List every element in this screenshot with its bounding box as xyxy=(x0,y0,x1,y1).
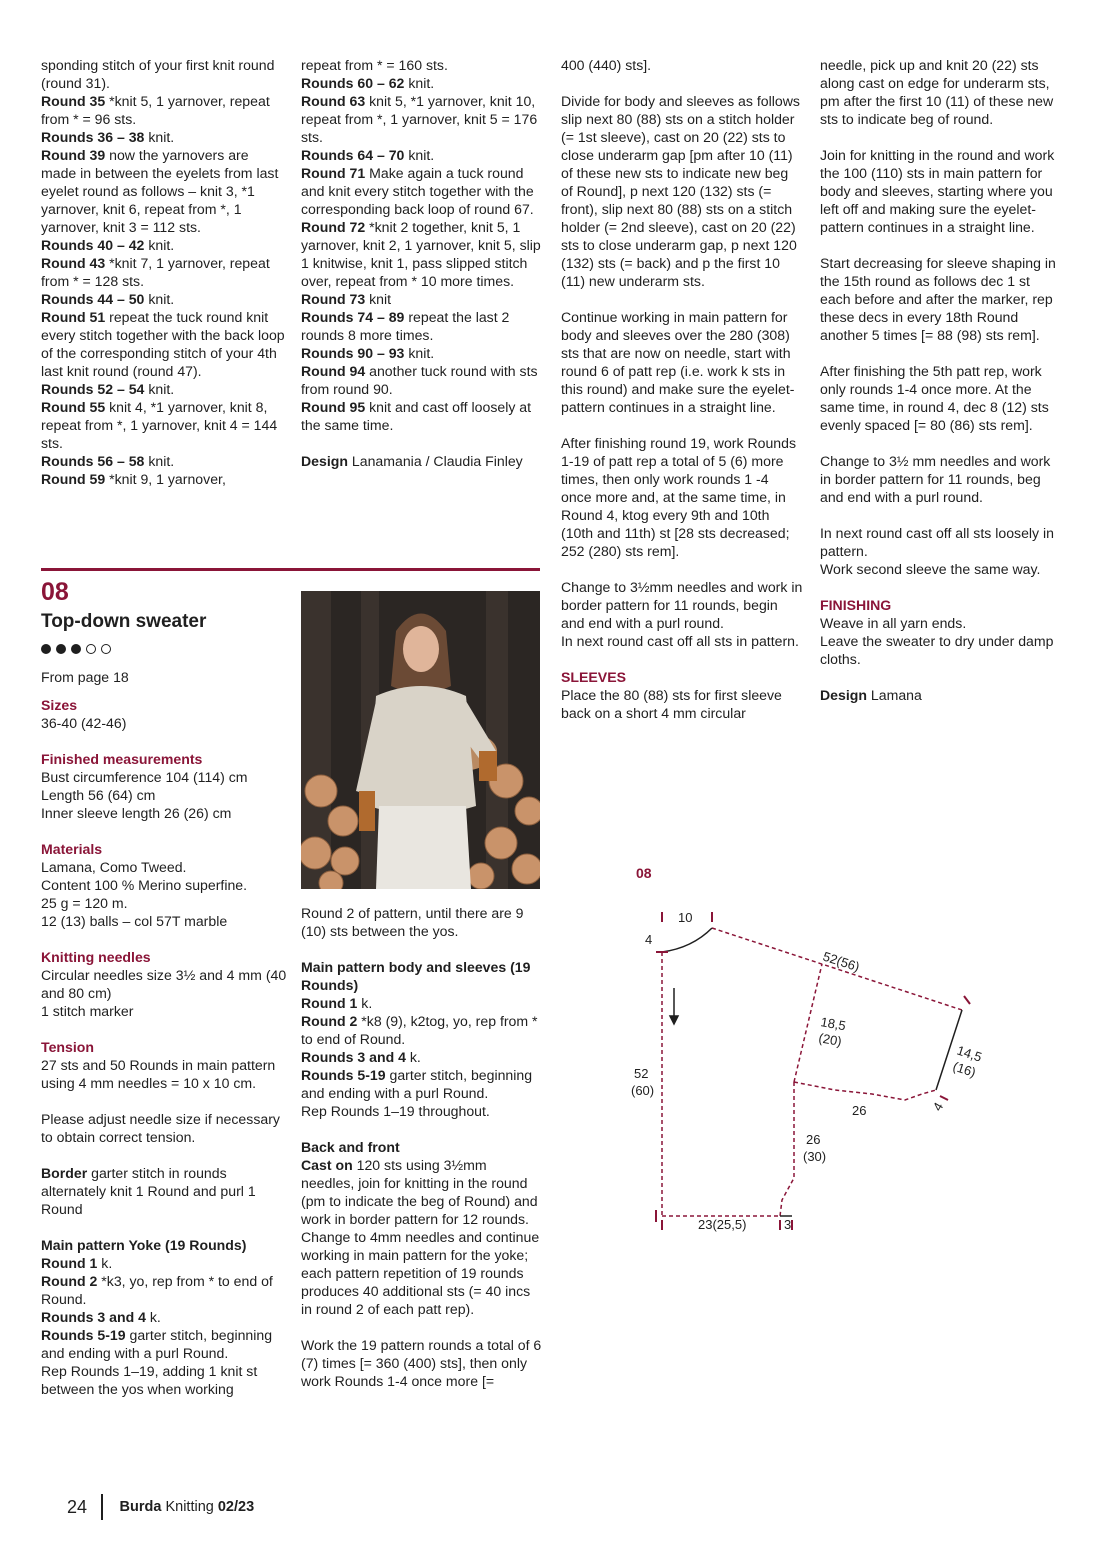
column-4 xyxy=(820,56,1062,704)
paragraph xyxy=(41,308,287,380)
bold-lead: Rounds 64 – 70 xyxy=(301,147,405,163)
paragraph-text: Place the 80 (88) sts for first sleeve back on a short 4 mm circular xyxy=(561,687,782,721)
paragraph-text: Rep Rounds 1–19 throughout. xyxy=(301,1103,490,1119)
bold-lead: Rounds 56 – 58 xyxy=(41,453,145,469)
bold-lead: Rounds 5-19 xyxy=(41,1327,126,1343)
difficulty-dot-empty xyxy=(86,644,96,654)
paragraph xyxy=(301,56,543,74)
paragraph-text: After finishing the 5th patt rep, work only rounds 1-4 once more. At the same time, in round 4, dec 8 (12) sts evenly spaced [= 80 (86) sts rem]. xyxy=(820,363,1049,433)
paragraph-gap xyxy=(820,434,1062,452)
paragraph xyxy=(301,1012,543,1048)
paragraph-text: *k8 (9), k2tog, yo, rep from * to end of Round. xyxy=(301,1013,538,1047)
paragraph xyxy=(301,1156,543,1228)
paragraph-text: Leave the sweater to dry under damp cloths. xyxy=(820,633,1054,667)
paragraph xyxy=(41,1164,287,1218)
paragraph xyxy=(41,804,287,822)
dim-length-alt: (60) xyxy=(631,1083,655,1098)
section-heading: Tension xyxy=(41,1039,94,1055)
paragraph-text: Rep Rounds 1–19, adding 1 knit st between the yos when working xyxy=(41,1363,258,1397)
paragraph xyxy=(301,1228,543,1318)
paragraph-text: knit. xyxy=(144,237,175,253)
from-page: From page 18 xyxy=(41,669,129,685)
paragraph xyxy=(301,164,543,218)
paragraph-text: 12 (13) balls – col 57T marble xyxy=(41,913,228,929)
paragraph-gap xyxy=(820,668,1062,686)
paragraph-text: *knit 7, 1 yarnover, repeat from * = 128 sts. xyxy=(41,255,270,289)
paragraph-text: knit. xyxy=(404,147,435,163)
bold-lead: Design xyxy=(301,453,348,469)
paragraph xyxy=(820,560,1062,578)
paragraph xyxy=(301,1102,543,1120)
paragraph xyxy=(41,1362,287,1398)
paragraph-text: k. xyxy=(97,1255,113,1271)
paragraph-text: Circular needles size 3½ and 4 mm (40 and 80 cm) xyxy=(41,967,287,1001)
paragraph xyxy=(41,236,287,254)
paragraph xyxy=(301,344,543,362)
paragraph xyxy=(41,56,287,92)
pattern-title: Top-down sweater xyxy=(41,611,207,632)
paragraph-text: knit xyxy=(365,291,392,307)
bold-lead: Round 72 xyxy=(301,219,366,235)
paragraph xyxy=(41,966,287,1002)
paragraph xyxy=(820,254,1062,344)
paragraph-text: Join for knitting in the round and work the 100 (110) sts in main pattern for body and sleeves, starting where you left off and making sure the eyelet-pattern continues in a straight line. xyxy=(820,147,1055,235)
bold-lead: Round 2 xyxy=(41,1273,98,1289)
paragraph xyxy=(561,308,803,416)
paragraph-text: 400 (440) sts]. xyxy=(561,57,652,73)
paragraph xyxy=(301,994,543,1012)
bold-lead: Round 63 xyxy=(301,93,366,109)
paragraph-text: knit 5, *1 yarnover, knit 10, repeat from *, 1 yarnover, knit 5 = 176 sts. xyxy=(301,93,538,145)
paragraph-text: Change to 4mm needles and continue working in main pattern for the yoke; each pattern repetition of 19 rounds produces 40 additional sts (= 40 incs in round 2 of each patt rep). xyxy=(301,1229,540,1317)
paragraph xyxy=(41,858,287,876)
paragraph-text: Work the 19 pattern rounds a total of 6 (7) times [= 360 (400) sts], then only work Rounds 1-4 once more [= xyxy=(301,1337,542,1389)
paragraph-gap xyxy=(820,344,1062,362)
bold-lead: Round 73 xyxy=(301,291,366,307)
bold-lead: Rounds 40 – 42 xyxy=(41,237,145,253)
paragraph xyxy=(301,74,543,92)
paragraph-text: Bust circumference 104 (114) cm xyxy=(41,769,248,785)
difficulty-dot-empty xyxy=(101,644,111,654)
paragraph-text: Round 2 of pattern, until there are 9 (10) sts between the yos. xyxy=(301,905,524,939)
section-rule xyxy=(41,568,540,571)
paragraph xyxy=(301,1066,543,1102)
paragraph-gap xyxy=(301,434,543,452)
paragraph xyxy=(41,894,287,912)
bold-lead: Cast on xyxy=(301,1157,353,1173)
bold-lead: Border xyxy=(41,1165,88,1181)
paragraph-gap xyxy=(41,930,287,948)
paragraph xyxy=(41,876,287,894)
paragraph xyxy=(41,714,287,732)
paragraph xyxy=(41,1308,287,1326)
paragraph xyxy=(561,92,803,290)
paragraph xyxy=(301,92,543,146)
paragraph xyxy=(41,1326,287,1362)
photo-illustration xyxy=(301,591,540,889)
paragraph xyxy=(41,380,287,398)
paragraph-text: knit. xyxy=(144,291,175,307)
paragraph-gap xyxy=(301,1318,543,1336)
sweater-schematic xyxy=(600,860,1020,1240)
paragraph-gap xyxy=(820,236,1062,254)
paragraph xyxy=(41,128,287,146)
paragraph xyxy=(820,146,1062,236)
section-heading: Finished measurements xyxy=(41,751,203,767)
paragraph-text: knit. xyxy=(144,129,175,145)
dimension-ticks xyxy=(656,912,970,1230)
paragraph xyxy=(301,1336,543,1390)
difficulty-dot-filled xyxy=(41,644,51,654)
direction-arrow xyxy=(670,988,678,1024)
paragraph-text: sponding stitch of your first knit round (round 31). xyxy=(41,57,275,91)
bold-lead: Rounds 5-19 xyxy=(301,1067,386,1083)
paragraph-text: Please adjust needle size if necessary to obtain correct tension. xyxy=(41,1111,280,1145)
paragraph xyxy=(41,1236,287,1254)
dim-cuff-alt: (16) xyxy=(951,1058,978,1080)
paragraph-gap xyxy=(561,74,803,92)
paragraph xyxy=(301,290,543,308)
paragraph xyxy=(301,904,543,940)
section-heading: SLEEVES xyxy=(561,669,627,685)
paragraph-text: Content 100 % Merino superfine. xyxy=(41,877,248,893)
paragraph xyxy=(301,452,543,470)
paragraph-text: knit and cast off loosely at the same time. xyxy=(301,399,532,433)
paragraph-gap xyxy=(41,1146,287,1164)
column-3 xyxy=(561,56,803,722)
dim-cuff-band: 4 xyxy=(929,1099,947,1114)
paragraph xyxy=(301,146,543,164)
paragraph-gap xyxy=(41,1218,287,1236)
bold-lead: Round 43 xyxy=(41,255,106,271)
dim-cuff: 14,5 xyxy=(955,1042,984,1065)
paragraph-gap xyxy=(820,578,1062,596)
paragraph-gap xyxy=(561,416,803,434)
paragraph xyxy=(41,146,287,236)
paragraph xyxy=(561,434,803,560)
paragraph-gap xyxy=(561,290,803,308)
paragraph-gap xyxy=(41,1020,287,1038)
page-footer xyxy=(67,1494,254,1520)
paragraph xyxy=(41,1056,287,1092)
dim-band: 3 xyxy=(784,1217,792,1232)
paragraph-text: 25 g = 120 m. xyxy=(41,895,128,911)
paragraph-text: knit 4, *1 yarnover, knit 8, repeat from *, 1 yarnover, knit 4 = 144 sts. xyxy=(41,399,278,451)
bold-lead: Round 1 xyxy=(301,995,358,1011)
paragraph xyxy=(41,290,287,308)
bold-lead: Round 2 xyxy=(301,1013,358,1029)
bold-lead: Rounds 60 – 62 xyxy=(301,75,405,91)
column-1-top xyxy=(41,56,287,488)
paragraph-gap xyxy=(301,1120,543,1138)
paragraph-text: k. xyxy=(357,995,373,1011)
paragraph-text: garter stitch in rounds alternately knit 1 Round and purl 1 Round xyxy=(41,1165,256,1217)
dim-neck-width: 10 xyxy=(678,910,693,925)
section-heading: Sizes xyxy=(41,697,78,713)
paragraph-text: knit. xyxy=(404,75,435,91)
paragraph-text: knit. xyxy=(144,453,175,469)
paragraph-gap xyxy=(561,650,803,668)
bold-lead: Main pattern Yoke (19 Rounds) xyxy=(41,1237,247,1253)
paragraph xyxy=(820,632,1062,668)
paragraph-text: garter stitch, beginning and ending with a purl Round. xyxy=(301,1067,533,1101)
paragraph-text: garter stitch, beginning and ending with a purl Round. xyxy=(41,1327,273,1361)
dim-shoulder-sleeve: 52(56) xyxy=(821,948,862,975)
column-2-bottom xyxy=(301,904,543,1390)
section-heading: Knitting needles xyxy=(41,949,151,965)
paragraph-text: repeat the last 2 rounds 8 more times. xyxy=(301,309,510,343)
paragraph-text: 27 sts and 50 Rounds in main pattern using 4 mm needles = 10 x 10 cm. xyxy=(41,1057,276,1091)
dim-underarm: 26 xyxy=(852,1103,867,1118)
paragraph-text: 36-40 (42-46) xyxy=(41,715,127,731)
paragraph xyxy=(41,470,287,488)
paragraph-gap xyxy=(41,1092,287,1110)
column-1-bottom xyxy=(41,696,287,1398)
paragraph xyxy=(41,254,287,290)
paragraph-text: Length 56 (64) cm xyxy=(41,787,156,803)
dim-armhole-alt: (20) xyxy=(817,1030,843,1049)
paragraph xyxy=(41,1272,287,1308)
paragraph-text: Lamana, Como Tweed. xyxy=(41,859,187,875)
paragraph xyxy=(301,218,543,290)
bold-lead: Rounds 36 – 38 xyxy=(41,129,145,145)
paragraph-text: repeat the tuck round knit every stitch together with the back loop of the corresponding stitch of your 4th last knit round (round 47). xyxy=(41,309,285,379)
paragraph xyxy=(41,452,287,470)
paragraph xyxy=(561,632,803,650)
dim-side-alt: (30) xyxy=(803,1149,827,1164)
paragraph xyxy=(41,1002,287,1020)
paragraph xyxy=(820,614,1062,632)
paragraph-text: another tuck round with sts from round 90. xyxy=(301,363,538,397)
paragraph xyxy=(301,1138,543,1156)
paragraph-gap xyxy=(301,940,543,958)
paragraph-text: needle, pick up and knit 20 (22) sts along cast on edge for underarm sts, pm after the first 10 (11) of these new sts to indicate beg of round. xyxy=(820,57,1054,127)
paragraph xyxy=(41,1110,287,1146)
paragraph-text: Make again a tuck round and knit every stitch together with the corresponding back loop of round 67. xyxy=(301,165,534,217)
bold-lead: Round 51 xyxy=(41,309,106,325)
bold-lead: Rounds 3 and 4 xyxy=(301,1049,406,1065)
paragraph-text: Continue working in main pattern for body and sleeves over the 280 (308) sts that are now on needle, start with round 6 of patt rep (i.e. work k sts in this round) and make sure the eyelet-pattern continues in a straight line. xyxy=(561,309,795,415)
paragraph xyxy=(820,452,1062,506)
paragraph-text: Start decreasing for sleeve shaping in the 15th round as follows dec 1 st each before and after the marker, rep these decs in every 18th Round another 5 times [= 88 (98) sts rem]. xyxy=(820,255,1056,343)
difficulty-rating xyxy=(41,644,111,654)
paragraph-text: *k3, yo, rep from * to end of Round. xyxy=(41,1273,273,1307)
paragraph-text: After finishing round 19, work Rounds 1-19 of patt rep a total of 5 (6) more times, then only work rounds 1 -4 once more and, at the same time, in Round 4, ktog every 9th and 10th (10th and 11th) st [28 sts decreased; 252 (280) sts rem]. xyxy=(561,435,797,559)
bold-lead: Back and front xyxy=(301,1139,400,1155)
bold-lead: Rounds 52 – 54 xyxy=(41,381,145,397)
bold-lead: Round 59 xyxy=(41,471,106,487)
paragraph-text: k. xyxy=(145,1309,161,1325)
neckline xyxy=(662,928,712,952)
bold-lead: Round 95 xyxy=(301,399,366,415)
paragraph-text: knit. xyxy=(404,345,435,361)
bold-lead: Round 55 xyxy=(41,399,106,415)
paragraph-gap xyxy=(820,506,1062,524)
paragraph-gap xyxy=(820,128,1062,146)
paragraph xyxy=(41,398,287,452)
bold-lead: Main pattern body and sleeves (19 Rounds) xyxy=(301,959,531,993)
paragraph-text: knit. xyxy=(144,381,175,397)
dim-neck-depth: 4 xyxy=(645,932,653,947)
bold-lead: Round 39 xyxy=(41,147,106,163)
paragraph-text: *knit 2 together, knit 5, 1 yarnover, knit 2, 1 yarnover, knit 5, slip 1 knitwise, knit 1, pass slipped stitch over, repeat from * 10 more times. xyxy=(301,219,541,289)
paragraph-text: Inner sleeve length 26 (26) cm xyxy=(41,805,232,821)
paragraph-gap xyxy=(41,732,287,750)
paragraph xyxy=(301,362,543,398)
pattern-number: 08 xyxy=(41,578,69,606)
paragraph xyxy=(820,524,1062,560)
schematic-label: 08 xyxy=(636,865,652,881)
paragraph-text: Divide for body and sleeves as follows slip next 80 (88) sts on a stitch holder (= 1st sleeve), cast on 20 (22) sts to close underarm gap [pm after 10 (11) of these new sts to indicate new beg of Round], p next 120 (132) sts (= front), slip next 80 (88) sts on a stitch holder (= 2nd sleeve), cast on 20 (22) sts to close underarm gap, p next 120 (132) sts (= back) and p the first 10 (11) new underarm sts. xyxy=(561,93,800,289)
paragraph-text: Lamana xyxy=(867,687,922,703)
bold-lead: Round 71 xyxy=(301,165,366,181)
bold-lead: Rounds 74 – 89 xyxy=(301,309,405,325)
paragraph-text: 120 sts using 3½mm needles, join for knitting in the round (pm to indicate the beg of Round) and work in border pattern for 12 rounds. xyxy=(301,1157,538,1227)
bold-lead: Rounds 44 – 50 xyxy=(41,291,145,307)
paragraph xyxy=(561,578,803,632)
paragraph-text: In next round cast off all sts loosely in pattern. xyxy=(820,525,1054,559)
paragraph-text: 1 stitch marker xyxy=(41,1003,134,1019)
dim-length: 52 xyxy=(634,1066,649,1081)
dim-hem: 23(25,5) xyxy=(698,1217,747,1232)
paragraph xyxy=(561,686,803,722)
difficulty-dot-filled xyxy=(71,644,81,654)
difficulty-dot-filled xyxy=(56,644,66,654)
magazine-brand xyxy=(120,1499,255,1515)
brand-rest: Knitting xyxy=(161,1499,218,1515)
schematic-outline xyxy=(662,928,962,1216)
section-heading: Materials xyxy=(41,841,103,857)
paragraph-text: *knit 5, 1 yarnover, repeat from * = 96 sts. xyxy=(41,93,270,127)
paragraph-text: In next round cast off all sts in pattern. xyxy=(561,633,799,649)
paragraph xyxy=(41,1254,287,1272)
footer-divider xyxy=(101,1494,103,1520)
bold-lead: Round 35 xyxy=(41,93,106,109)
bold-lead: Rounds 3 and 4 xyxy=(41,1309,146,1325)
paragraph xyxy=(41,768,287,786)
brand-bold: Burda xyxy=(119,1499,162,1515)
page-number: 24 xyxy=(67,1496,88,1517)
paragraph-text: k. xyxy=(405,1049,421,1065)
paragraph xyxy=(820,362,1062,434)
paragraph-gap xyxy=(561,560,803,578)
paragraph-gap xyxy=(41,822,287,840)
paragraph xyxy=(820,56,1062,128)
bold-lead: Round 94 xyxy=(301,363,366,379)
bold-lead: Round 1 xyxy=(41,1255,98,1271)
paragraph-text: *knit 9, 1 yarnover, xyxy=(105,471,226,487)
paragraph-text: Lanamania / Claudia Finley xyxy=(348,453,523,469)
paragraph-text: Change to 3½mm needles and work in border pattern for 11 rounds, begin and end with a purl round. xyxy=(561,579,803,631)
paragraph xyxy=(301,1048,543,1066)
paragraph-text: Weave in all yarn ends. xyxy=(820,615,967,631)
paragraph-text: Work second sleeve the same way. xyxy=(820,561,1041,577)
paragraph xyxy=(41,92,287,128)
sweater-photo xyxy=(301,591,540,889)
section-heading: FINISHING xyxy=(820,597,892,613)
paragraph-text: repeat from * = 160 sts. xyxy=(301,57,448,73)
paragraph xyxy=(301,958,543,994)
issue: 02/23 xyxy=(217,1499,255,1515)
paragraph xyxy=(41,912,287,930)
column-2 xyxy=(301,56,543,470)
paragraph xyxy=(561,56,803,74)
paragraph-text: Change to 3½ mm needles and work in border pattern for 11 rounds, beg and end with a purl round. xyxy=(820,453,1051,505)
dim-side: 26 xyxy=(806,1132,821,1147)
paragraph xyxy=(820,686,1062,704)
paragraph xyxy=(301,398,543,434)
dim-armhole: 18,5 xyxy=(819,1014,848,1034)
bold-lead: Rounds 90 – 93 xyxy=(301,345,405,361)
paragraph-text: now the yarnovers are made in between the eyelets from last eyelet round as follows – knit 3, *1 yarnover, knit 6, repeat from *, 1 yarnover, knit 3 = 112 sts. xyxy=(41,147,279,235)
bold-lead: Design xyxy=(820,687,867,703)
paragraph xyxy=(41,786,287,804)
paragraph xyxy=(301,308,543,344)
